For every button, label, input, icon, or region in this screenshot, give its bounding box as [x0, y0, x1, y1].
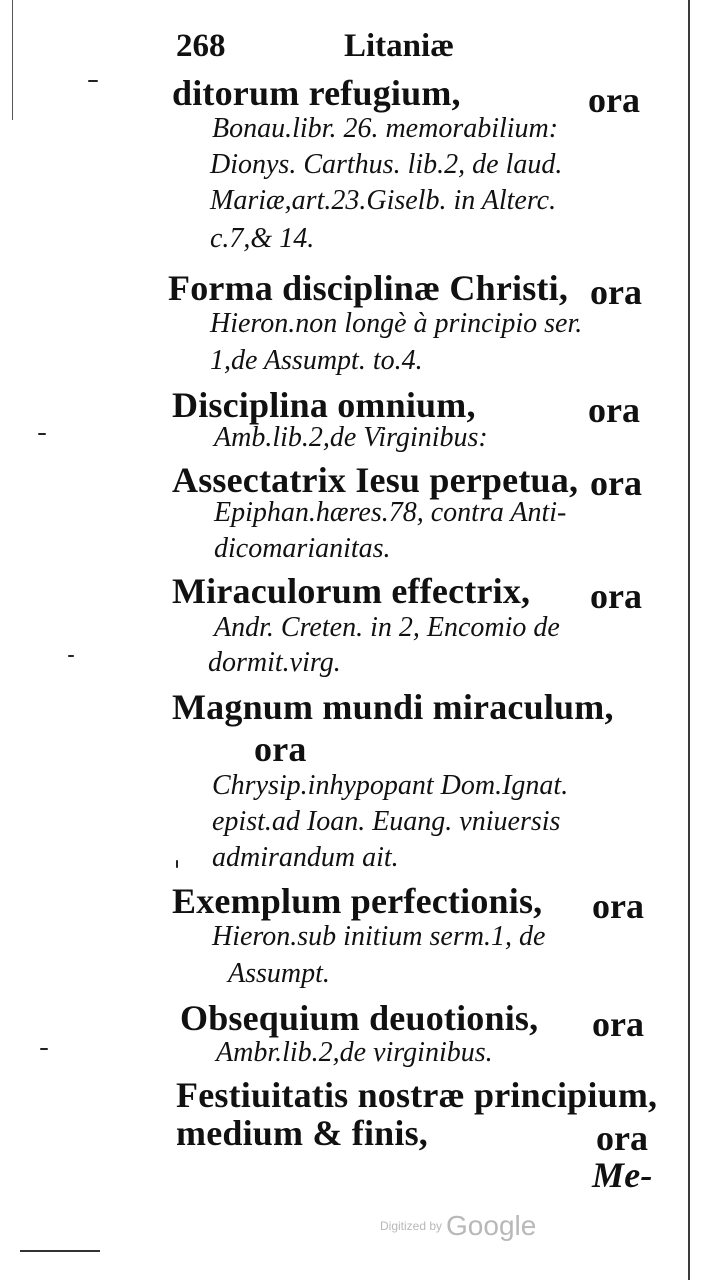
ink-speck — [176, 860, 178, 868]
litany-entry: Disciplina omnium, — [172, 385, 476, 425]
ora-response: ora — [588, 80, 640, 120]
ora-response: ora — [590, 576, 642, 616]
ora-response: ora — [596, 1118, 648, 1158]
litany-entry: medium & finis, — [176, 1113, 429, 1153]
google-logo-text: Google — [446, 1210, 537, 1241]
citation-line: epist.ad Ioan. Euang. vniuersis — [212, 806, 561, 837]
binding-mark — [12, 0, 13, 120]
citation-line: 1,de Assumpt. to.4. — [210, 345, 423, 376]
citation-line: Bonau.libr. 26. memorabilium: — [212, 113, 559, 144]
litany-entry: Festiuitatis nostræ principium, — [176, 1075, 658, 1115]
ink-speck — [40, 1048, 48, 1050]
page-edge-line — [688, 0, 690, 1280]
citation-line: dicomarianitas. — [214, 533, 391, 564]
citation-line: Chrysip.inhypopant Dom.Ignat. — [212, 770, 569, 801]
litany-entry: Exemplum perfectionis, — [172, 881, 543, 921]
litany-entry: Assectatrix Iesu perpetua, — [172, 460, 579, 500]
citation-line: dormit.virg. — [208, 647, 341, 678]
digitized-watermark — [380, 1210, 536, 1242]
ink-speck — [88, 80, 98, 82]
litany-entry: ditorum refugium, — [172, 73, 461, 113]
ora-response: ora — [592, 1004, 644, 1044]
litany-entry: Miraculorum effectrix, — [172, 571, 531, 611]
ora-response: ora — [254, 729, 307, 769]
ora-response: ora — [590, 463, 642, 503]
page-number: 268 — [176, 28, 226, 64]
citation-line: Ambr.lib.2,de virginibus. — [216, 1037, 493, 1068]
citation-line: Assumpt. — [228, 958, 330, 989]
citation-line: admirandum ait. — [212, 842, 399, 873]
litany-entry: Obsequium deuotionis, — [180, 998, 539, 1038]
citation-line: c.7,& 14. — [210, 223, 315, 254]
citation-line: Hieron.non longè à principio ser. — [210, 308, 583, 339]
citation-line: Amb.lib.2,de Virginibus: — [214, 422, 488, 453]
citation-line: Epiphan.hæres.78, contra Anti- — [214, 497, 567, 528]
litany-entry: Magnum mundi miraculum, — [172, 687, 614, 727]
citation-line: Hieron.sub initium serm.1, de — [212, 921, 546, 952]
bottom-rule — [20, 1250, 100, 1252]
litany-entry: Forma disciplinæ Christi, — [168, 268, 569, 308]
catchword: Me- — [592, 1155, 653, 1195]
ink-speck — [68, 655, 74, 657]
ora-response: ora — [590, 272, 642, 312]
digitized-label: Digitized by — [380, 1219, 443, 1233]
citation-line: Mariæ,art.23.Giselb. in Alterc. — [210, 185, 557, 216]
ora-response: ora — [588, 390, 640, 430]
ora-response: ora — [592, 886, 644, 926]
running-title: Litaniæ — [344, 28, 455, 64]
citation-line: Andr. Creten. in 2, Encomio de — [214, 612, 560, 643]
ink-speck — [38, 433, 46, 435]
citation-line: Dionys. Carthus. lib.2, de laud. — [210, 149, 563, 180]
